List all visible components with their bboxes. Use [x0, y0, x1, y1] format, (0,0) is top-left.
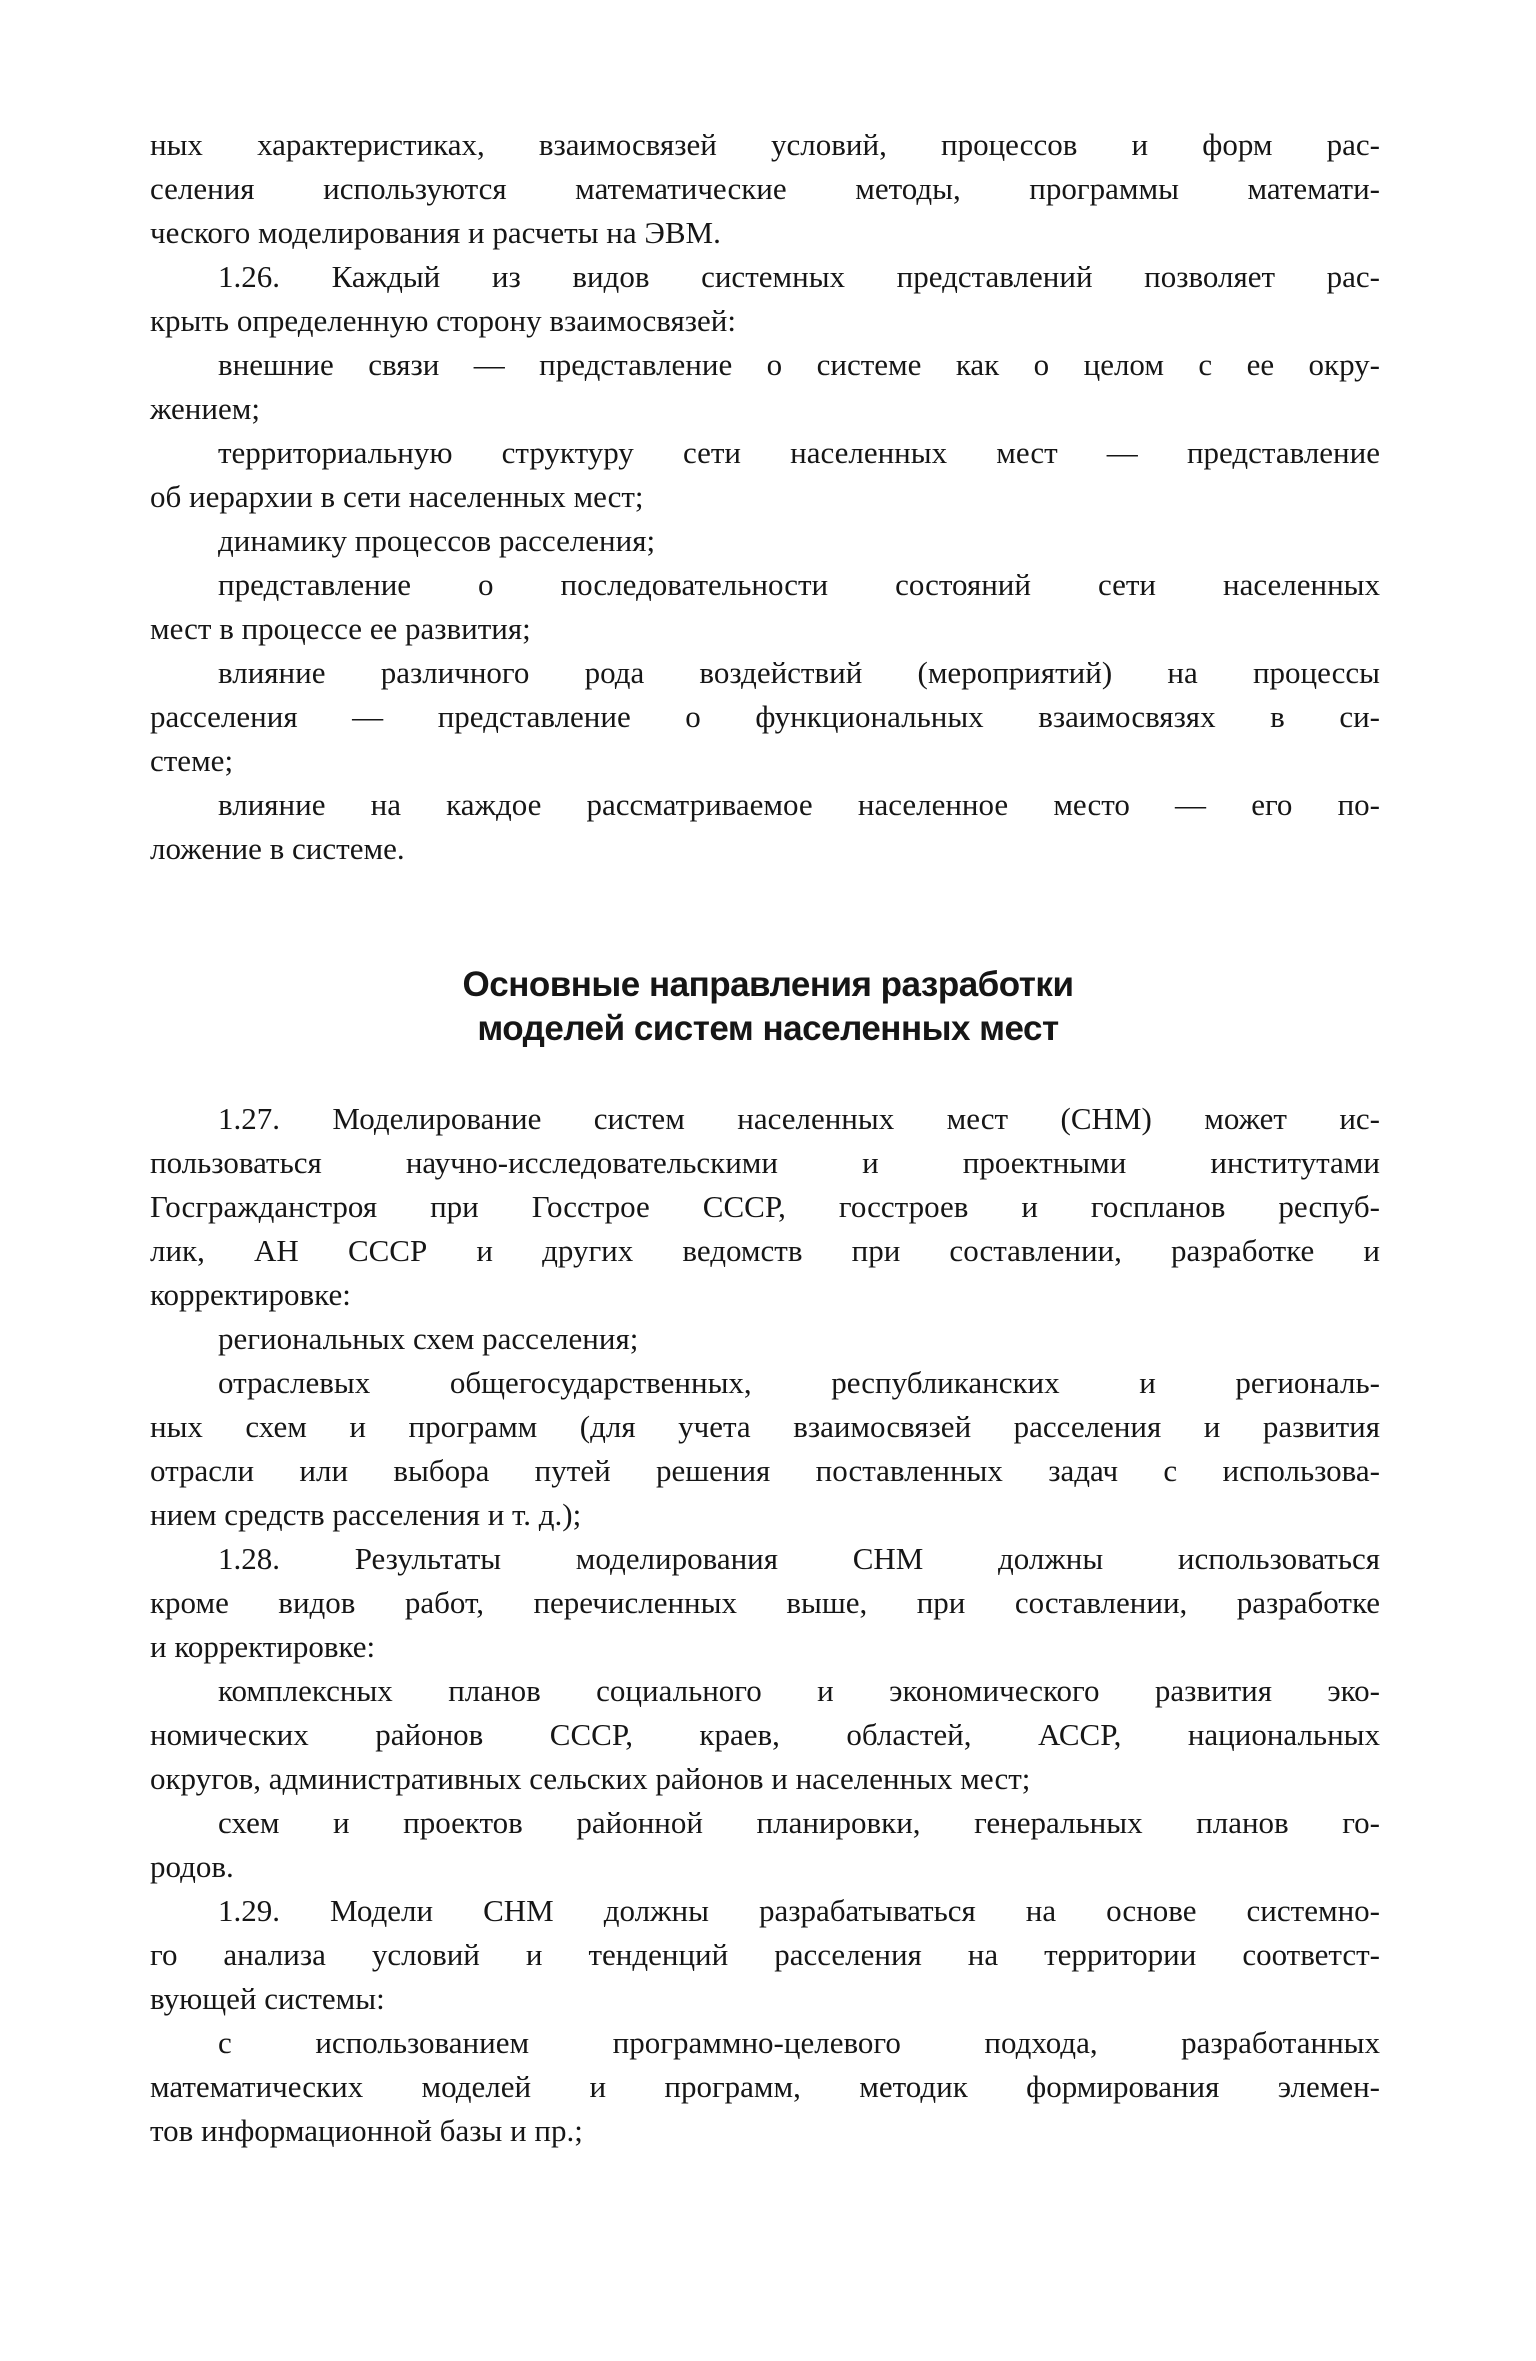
text-line: с использованием программно-целевого подхода, разработанных	[218, 2025, 1380, 2060]
text-line: влияние различного рода воздействий (мероприятий) на процессы	[218, 655, 1380, 690]
text-line: жением;	[150, 391, 260, 426]
paragraph	[150, 123, 1380, 255]
paragraph	[150, 563, 1380, 651]
text-line: отраслевых общегосударственных, республиканских и региональ-	[218, 1365, 1380, 1400]
text-line: пользоваться научно-исследовательскими и проектными институтами	[150, 1145, 1380, 1180]
text-line: кроме видов работ, перечисленных выше, при составлении, разработке	[150, 1585, 1380, 1620]
heading-line: Основные направления разработки	[462, 965, 1074, 1004]
text-line: родов.	[150, 1849, 234, 1884]
paragraph	[150, 1889, 1380, 2021]
text-line: комплексных планов социального и экономического развития эко-	[218, 1673, 1380, 1708]
text-line: расселения — представление о функциональных взаимосвязях в си-	[150, 699, 1380, 734]
text-section-top	[150, 123, 1380, 871]
text-line: 1.28. Результаты моделирования СНМ должны использоваться	[218, 1541, 1380, 1576]
text-line: ложение в системе.	[150, 831, 405, 866]
text-line: нием средств расселения и т. д.);	[150, 1497, 582, 1532]
paragraph	[150, 1097, 1380, 1317]
text-line: номических районов СССР, краев, областей, АССР, национальных	[150, 1717, 1380, 1752]
text-line: об иерархии в сети населенных мест;	[150, 479, 644, 514]
text-line: стеме;	[150, 743, 234, 778]
paragraph	[150, 2021, 1380, 2153]
text-section-bottom	[150, 1097, 1380, 2153]
paragraph	[150, 255, 1380, 343]
text-line: тов информационной базы и пр.;	[150, 2113, 583, 2148]
text-line: крыть определенную сторону взаимосвязей:	[150, 303, 736, 338]
paragraph	[150, 783, 1380, 871]
text-line: и корректировке:	[150, 1629, 376, 1664]
text-line: схем и проектов районной планировки, генеральных планов го-	[218, 1805, 1380, 1840]
paragraph	[150, 431, 1380, 519]
text-line: ческого моделирования и расчеты на ЭВМ.	[150, 215, 721, 250]
text-line: вующей системы:	[150, 1981, 385, 2016]
text-line: динамику процессов расселения;	[218, 523, 656, 558]
paragraph	[150, 343, 1380, 431]
paragraph	[150, 1801, 1380, 1889]
text-line: ных схем и программ (для учета взаимосвязей расселения и развития	[150, 1409, 1380, 1444]
paragraph	[150, 651, 1380, 783]
text-line: Госгражданстроя при Госстрое СССР, госстроев и госпланов респуб-	[150, 1189, 1380, 1224]
paragraph	[150, 1537, 1380, 1669]
text-line: корректировке:	[150, 1277, 351, 1312]
paragraph	[150, 519, 1380, 563]
text-line: ных характеристиках, взаимосвязей условий, процессов и форм рас-	[150, 127, 1380, 162]
paragraph	[150, 1317, 1380, 1361]
text-line: лик, АН СССР и других ведомств при составлении, разработке и	[150, 1233, 1380, 1268]
text-line: округов, административных сельских районов и населенных мест;	[150, 1761, 1031, 1796]
text-line: территориальную структуру сети населенных мест — представление	[218, 435, 1380, 470]
text-line: региональных схем расселения;	[218, 1321, 639, 1356]
text-line: селения используются математические методы, программы математи-	[150, 171, 1380, 206]
text-line: мест в процессе ее развития;	[150, 611, 531, 646]
text-line: отрасли или выбора путей решения поставленных задач с использова-	[150, 1453, 1380, 1488]
paragraph	[150, 1361, 1380, 1537]
text-line: внешние связи — представление о системе как о целом с ее окру-	[218, 347, 1380, 382]
text-line: влияние на каждое рассматриваемое населенное место — его по-	[218, 787, 1380, 822]
text-line: 1.29. Модели СНМ должны разрабатываться на основе системно-	[218, 1893, 1380, 1928]
paragraph	[150, 1669, 1380, 1801]
heading-line: моделей систем населенных мест	[477, 1009, 1059, 1048]
text-line: представление о последовательности состояний сети населенных	[218, 567, 1380, 602]
text-line: го анализа условий и тенденций расселения на территории соответст-	[150, 1937, 1380, 1972]
text-line: 1.27. Моделирование систем населенных мест (СНМ) может ис-	[218, 1101, 1380, 1136]
text-line: математических моделей и программ, методик формирования элемен-	[150, 2069, 1380, 2104]
section-heading	[0, 963, 1536, 1051]
text-line: 1.26. Каждый из видов системных представлений позволяет рас-	[218, 259, 1380, 294]
